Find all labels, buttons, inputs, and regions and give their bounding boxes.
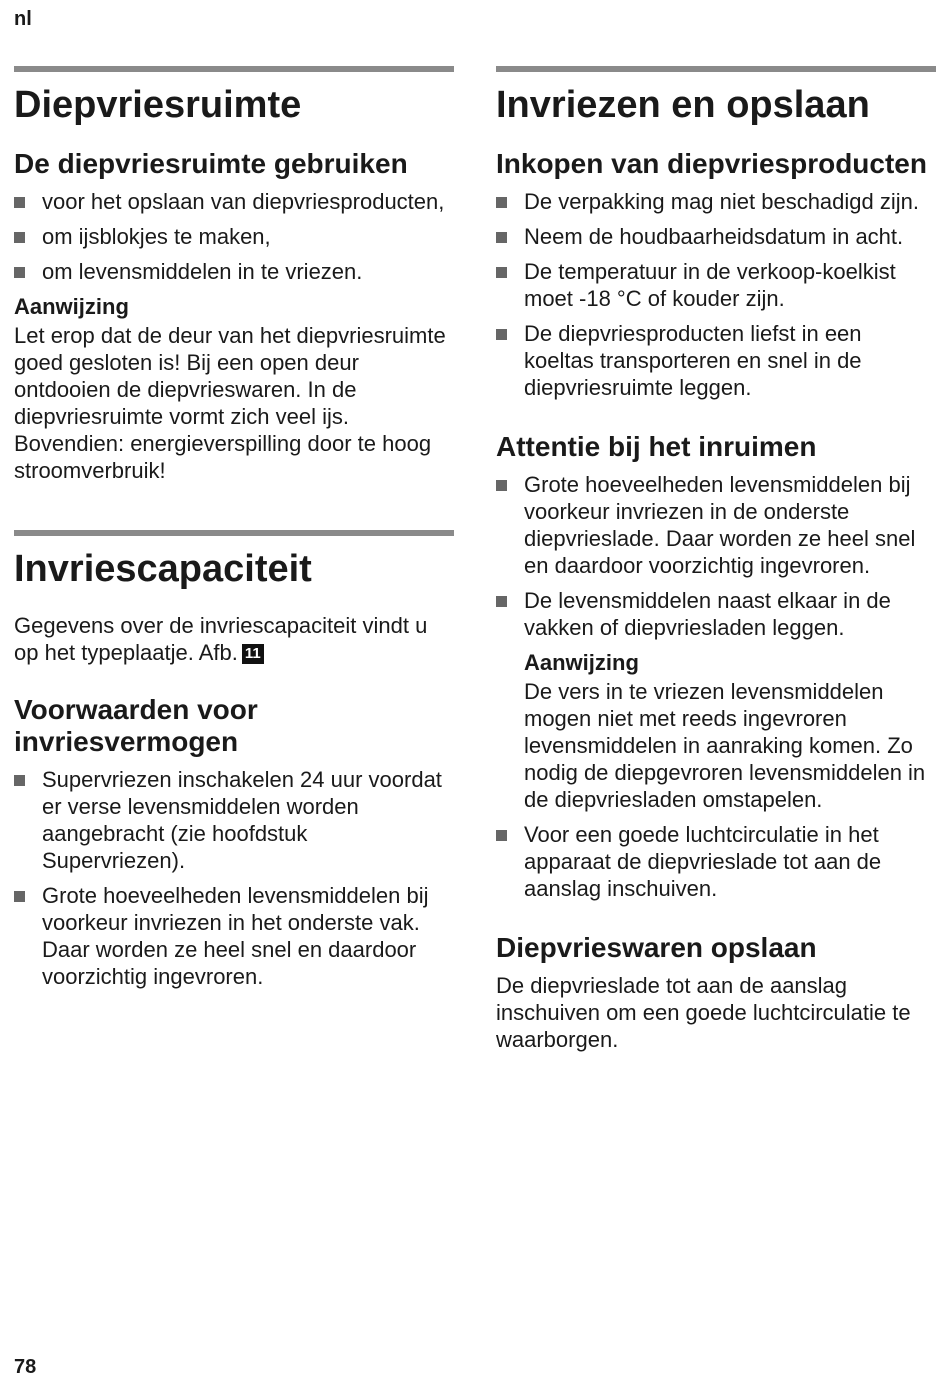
- bullet-icon: [14, 232, 25, 243]
- subsection-title: Inkopen van diepvriesproducten: [496, 147, 927, 179]
- bullet-icon: [14, 267, 25, 278]
- bullet-icon: [496, 830, 507, 841]
- list-item: Neem de houdbaarheidsdatum in acht.: [496, 223, 936, 250]
- section-divider: [14, 530, 454, 536]
- left-column: [14, 66, 454, 998]
- list-item: De verpakking mag niet beschadigd zijn.: [496, 188, 936, 215]
- list-item: De diepvriesproducten liefst in een koeltas transporteren en snel in de diepvriesruimte leggen.: [496, 320, 936, 401]
- right-column: [496, 66, 936, 1053]
- list-item: Grote hoeveelheden levensmiddelen bij voorkeur invriezen in de onderste diepvrieslade. Daar worden ze heel snel en daardoor voorzichtig ingevroren.: [496, 471, 936, 579]
- capacity-intro: Gegevens over de invriescapaciteit vindt u op het typeplaatje. Afb. 11: [14, 612, 428, 665]
- note-text: Let erop dat de deur van het diepvriesruimte goed gesloten is! Bij een open deur ontdooien de diepvrieswaren. In de diepvriesruimte vormt zich veel ijs. Bovendien: energieverspilling door te hoog stroomverbruik!: [14, 322, 446, 483]
- bullet-icon: [496, 480, 507, 491]
- note-block: [496, 649, 936, 813]
- bullet-icon: [14, 197, 25, 208]
- list-item: De temperatuur in de verkoop-koelkist moet -18 °C of kouder zijn.: [496, 258, 936, 312]
- section-title-invriezen: Invriezen en opslaan: [496, 84, 870, 126]
- section-divider: [496, 66, 936, 72]
- note-title: Aanwijzing: [524, 650, 639, 676]
- usage-list: [14, 188, 454, 285]
- list-item: De levensmiddelen naast elkaar in de vakken of diepvriesladen leggen.: [496, 587, 936, 641]
- bullet-icon: [14, 891, 25, 902]
- note-title: Aanwijzing: [14, 293, 129, 319]
- list-item: Voor een goede luchtcirculatie in het apparaat de diepvrieslade tot aan de aanslag inschuiven.: [496, 821, 936, 902]
- section-divider: [14, 66, 454, 72]
- list-item: voor het opslaan van diepvriesproducten,: [14, 188, 454, 215]
- subsection-title: Attentie bij het inruimen: [496, 430, 817, 462]
- section-title-diepvriesruimte: Diepvriesruimte: [14, 84, 302, 126]
- figure-ref-badge: 11: [242, 644, 264, 664]
- conditions-list: [14, 766, 454, 990]
- list-item: Supervriezen inschakelen 24 uur voordat er verse levensmiddelen worden aangebracht (zie hoofdstuk Supervriezen).: [14, 766, 454, 874]
- loading-list: [496, 471, 936, 641]
- bullet-icon: [496, 267, 507, 278]
- subsection-title: Voorwaarden voor invriesvermogen: [14, 693, 258, 757]
- loading-list-continued: [496, 821, 936, 902]
- purchase-list: [496, 188, 936, 401]
- bullet-icon: [496, 232, 507, 243]
- storage-text: De diepvrieslade tot aan de aanslag inschuiven om een goede luchtcirculatie te waarborgen.: [496, 973, 911, 1053]
- subsection-title: Diepvrieswaren opslaan: [496, 932, 817, 964]
- language-label: nl: [14, 8, 32, 30]
- note-text: De vers in te vriezen levensmiddelen mogen niet met reeds ingevroren levensmiddelen in aanraking komen. Zo nodig de diepgevroren levensmiddelen in de diepvriesladen omstapelen.: [524, 679, 926, 813]
- bullet-icon: [496, 329, 507, 340]
- subsection-title: De diepvriesruimte gebruiken: [14, 147, 408, 179]
- list-item: om ijsblokjes te maken,: [14, 223, 454, 250]
- page-number: 78: [14, 1356, 37, 1378]
- bullet-icon: [14, 775, 25, 786]
- list-item: om levensmiddelen in te vriezen.: [14, 258, 454, 285]
- bullet-icon: [496, 596, 507, 607]
- list-item: Grote hoeveelheden levensmiddelen bij voorkeur invriezen in het onderste vak. Daar worden ze heel snel en daardoor voorzichtig ingevroren.: [14, 882, 454, 990]
- section-title-invriescapaciteit: Invriescapaciteit: [14, 547, 312, 590]
- bullet-icon: [496, 197, 507, 208]
